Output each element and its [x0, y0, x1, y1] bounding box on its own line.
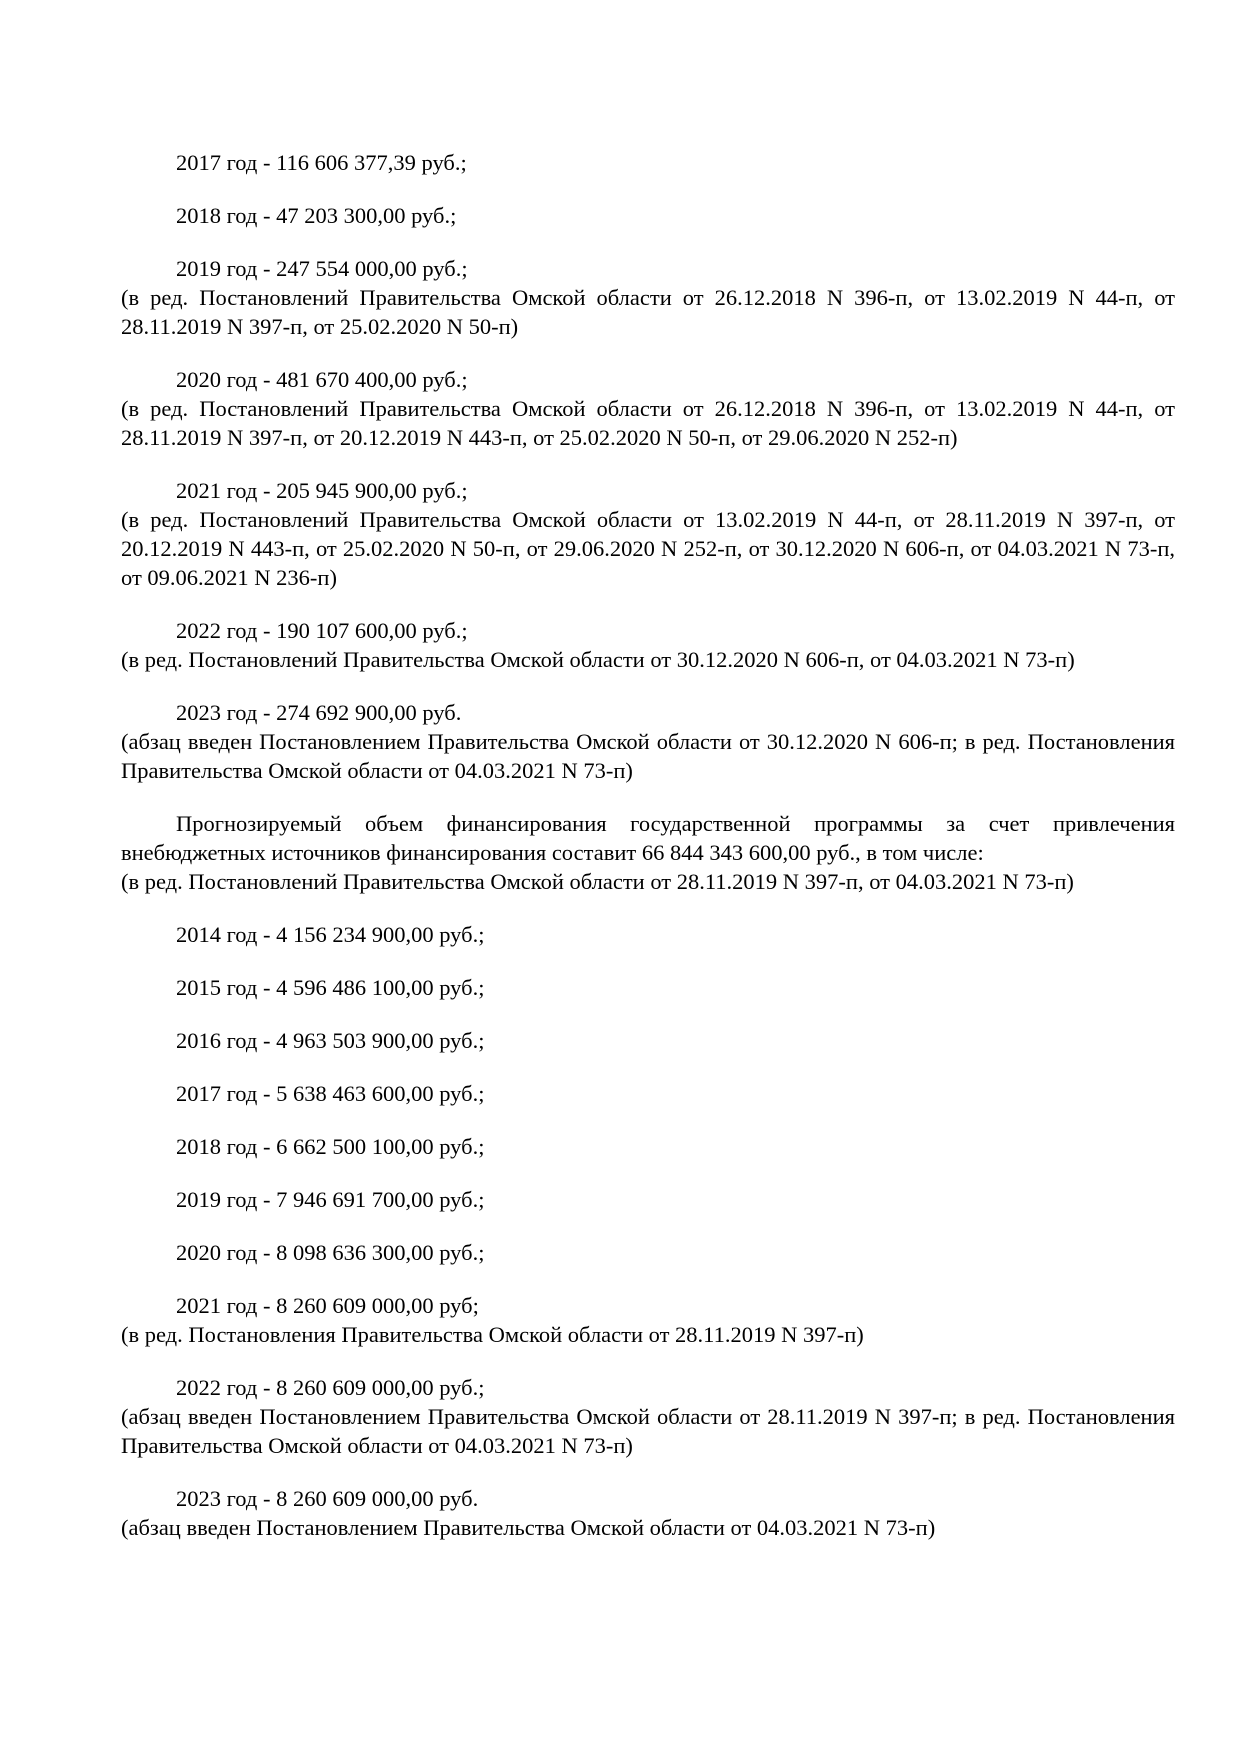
paragraph-block [121, 1373, 1175, 1460]
document-body [121, 148, 1175, 1566]
paragraph-block [121, 920, 1175, 949]
amendment-note: (абзац введен Постановлением Правительства Омской области от 30.12.2020 N 606-п; в ред. Постановления Правительства Омской области от 04.03.2021 N 73-п) [121, 729, 1175, 783]
paragraph-block [121, 973, 1175, 1002]
paragraph-block [121, 1484, 1175, 1542]
amendment-note: (в ред. Постановлений Правительства Омской области от 26.12.2018 N 396-п, от 13.02.2019 N 44-п, от 28.11.2019 N 397-п, от 25.02.2020 N 50-п) [121, 285, 1175, 339]
funding-line: 2019 год - 7 946 691 700,00 руб.; [176, 1187, 485, 1212]
paragraph-block [121, 616, 1175, 674]
paragraph-block [121, 1185, 1175, 1214]
amendment-note: (в ред. Постановлений Правительства Омской области от 26.12.2018 N 396-п, от 13.02.2019 N 44-п, от 28.11.2019 N 397-п, от 20.12.2019 N 443-п, от 25.02.2020 N 50-п, от 29.06.2020 N 252-п) [121, 396, 1175, 450]
funding-line: 2014 год - 4 156 234 900,00 руб.; [176, 922, 485, 947]
paragraph-block [121, 476, 1175, 592]
amendment-note: (в ред. Постановления Правительства Омской области от 28.11.2019 N 397-п) [121, 1322, 864, 1347]
amendment-note: (в ред. Постановлений Правительства Омской области от 13.02.2019 N 44-п, от 28.11.2019 N 397-п, от 20.12.2019 N 443-п, от 25.02.2020 N 50-п, от 29.06.2020 N 252-п, от 30.12.2020 N 606-п, от 04.03.2021 N 73-п, от 09.06.2021 N 236-п) [121, 507, 1175, 590]
funding-line: 2015 год - 4 596 486 100,00 руб.; [176, 975, 485, 1000]
funding-line: 2023 год - 274 692 900,00 руб. [176, 700, 462, 725]
amendment-note: (абзац введен Постановлением Правительства Омской области от 28.11.2019 N 397-п; в ред. Постановления Правительства Омской области от 04.03.2021 N 73-п) [121, 1404, 1175, 1458]
funding-line: 2022 год - 190 107 600,00 руб.; [176, 618, 468, 643]
paragraph-block [121, 1291, 1175, 1349]
funding-line: 2018 год - 47 203 300,00 руб.; [176, 203, 457, 228]
funding-line: 2020 год - 8 098 636 300,00 руб.; [176, 1240, 485, 1265]
paragraph-block [121, 809, 1175, 896]
funding-line: 2021 год - 205 945 900,00 руб.; [176, 478, 468, 503]
funding-line: 2017 год - 5 638 463 600,00 руб.; [176, 1081, 485, 1106]
funding-line: 2022 год - 8 260 609 000,00 руб.; [176, 1375, 485, 1400]
amendment-note: (в ред. Постановлений Правительства Омской области от 30.12.2020 N 606-п, от 04.03.2021 N 73-п) [121, 647, 1075, 672]
paragraph-block [121, 698, 1175, 785]
paragraph-block [121, 1238, 1175, 1267]
funding-line: 2023 год - 8 260 609 000,00 руб. [176, 1486, 479, 1511]
paragraph-block [121, 1079, 1175, 1108]
forecast-paragraph: Прогнозируемый объем финансирования государственной программы за счет привлечения внебюджетных источников финансирования составит 66 844 343 600,00 руб., в том числе: [121, 811, 1175, 865]
funding-line: 2019 год - 247 554 000,00 руб.; [176, 256, 468, 281]
funding-line: 2016 год - 4 963 503 900,00 руб.; [176, 1028, 485, 1053]
amendment-note: (абзац введен Постановлением Правительства Омской области от 04.03.2021 N 73-п) [121, 1515, 936, 1540]
funding-line: 2018 год - 6 662 500 100,00 руб.; [176, 1134, 485, 1159]
amendment-note: (в ред. Постановлений Правительства Омской области от 28.11.2019 N 397-п, от 04.03.2021 N 73-п) [121, 869, 1074, 894]
paragraph-block [121, 1026, 1175, 1055]
paragraph-block [121, 201, 1175, 230]
paragraph-block [121, 365, 1175, 452]
paragraph-block [121, 148, 1175, 177]
funding-line: 2017 год - 116 606 377,39 руб.; [176, 150, 467, 175]
paragraph-block [121, 254, 1175, 341]
funding-line: 2020 год - 481 670 400,00 руб.; [176, 367, 468, 392]
funding-line: 2021 год - 8 260 609 000,00 руб; [176, 1293, 479, 1318]
paragraph-block [121, 1132, 1175, 1161]
